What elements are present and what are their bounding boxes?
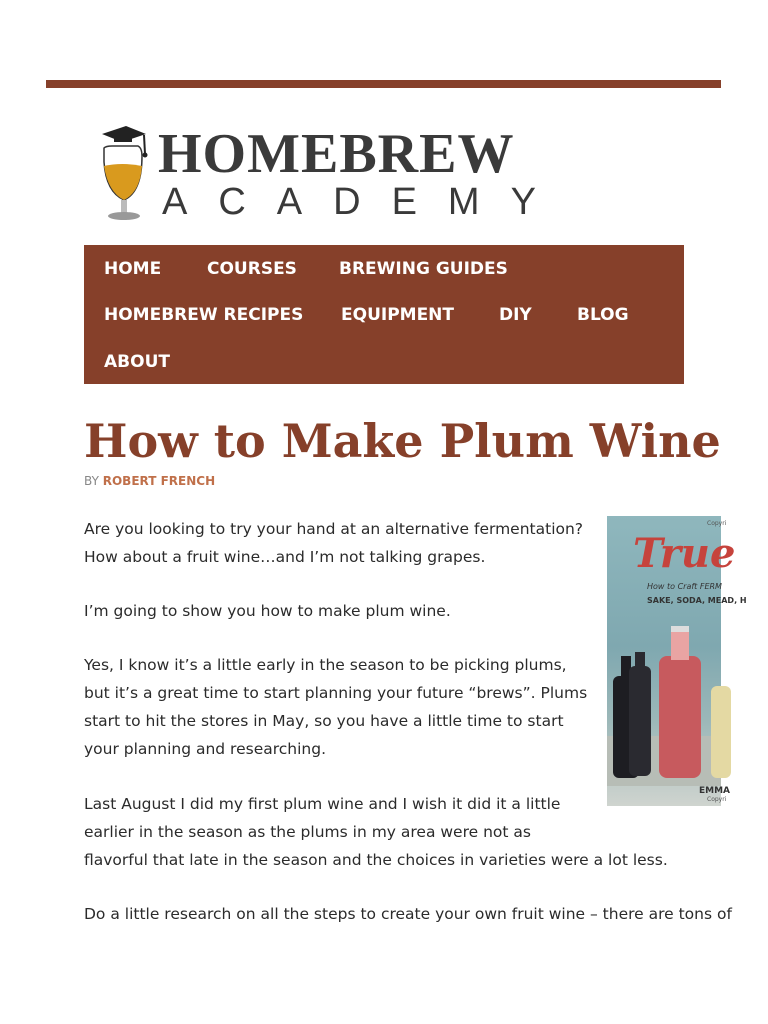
logo-subtitle: ACADEMY [162, 181, 567, 223]
paragraph [84, 900, 732, 928]
book-subtitle-1: How to Craft FERM [647, 582, 722, 591]
nav-diy[interactable]: DIY [499, 305, 532, 325]
byline [84, 474, 215, 488]
paragraph [84, 597, 451, 625]
logo-title: HOMEBREW [158, 123, 515, 185]
paragraph-line: Do a little research on all the steps to create your own fruit wine – there are tons of [84, 905, 732, 923]
author-link[interactable]: ROBERT FRENCH [102, 474, 216, 488]
nav-brewing-guides[interactable]: BREWING GUIDES [339, 259, 508, 279]
paragraph-line: start to hit the stores in May, so you have a little time to start [84, 712, 564, 730]
book-subtitle-2: SAKE, SODA, MEAD, H [647, 596, 747, 605]
paragraph-line: flavorful that late in the season and the choices in varieties were a lot less. [84, 851, 668, 869]
book-title: True [633, 530, 736, 577]
paragraph-line: Last August I did my first plum wine and I wish it did it a little [84, 795, 561, 813]
book-copyright-bottom: Copyri [707, 796, 727, 803]
article-title: How to Make Plum Wine [84, 414, 721, 468]
paragraph-line: Yes, I know it’s a little early in the season to be picking plums, [84, 656, 567, 674]
beer-glass-logo-icon [92, 122, 150, 222]
top-accent-bar [46, 80, 721, 88]
main-nav [84, 245, 684, 384]
paragraph-line: your planning and researching. [84, 740, 327, 758]
book-cover-image[interactable] [607, 516, 747, 806]
nav-about[interactable]: ABOUT [104, 352, 170, 372]
paragraph [84, 515, 583, 571]
site-logo[interactable] [92, 122, 602, 222]
nav-homebrew-recipes[interactable]: HOMEBREW RECIPES [104, 305, 304, 325]
paragraph-line: Are you looking to try your hand at an alternative fermentation? [84, 520, 584, 538]
paragraph-line: How about a fruit wine…and I’m not talking grapes. [84, 548, 486, 566]
nav-blog[interactable]: BLOG [577, 305, 629, 325]
byline-label: BY [84, 474, 99, 488]
paragraph-line: earlier in the season as the plums in my area were not as [84, 823, 531, 841]
nav-home[interactable]: HOME [104, 259, 162, 279]
paragraph [84, 790, 668, 874]
book-copyright-top: Copyri [707, 520, 727, 527]
nav-courses[interactable]: COURSES [207, 259, 297, 279]
nav-equipment[interactable]: EQUIPMENT [341, 305, 455, 325]
paragraph-line: but it’s a great time to start planning your future “brews”. Plums [84, 684, 588, 702]
bottles-illustration [607, 616, 721, 786]
paragraph [84, 651, 587, 763]
paragraph-line: I’m going to show you how to make plum wine. [84, 602, 451, 620]
book-author: EMMA [699, 786, 731, 796]
